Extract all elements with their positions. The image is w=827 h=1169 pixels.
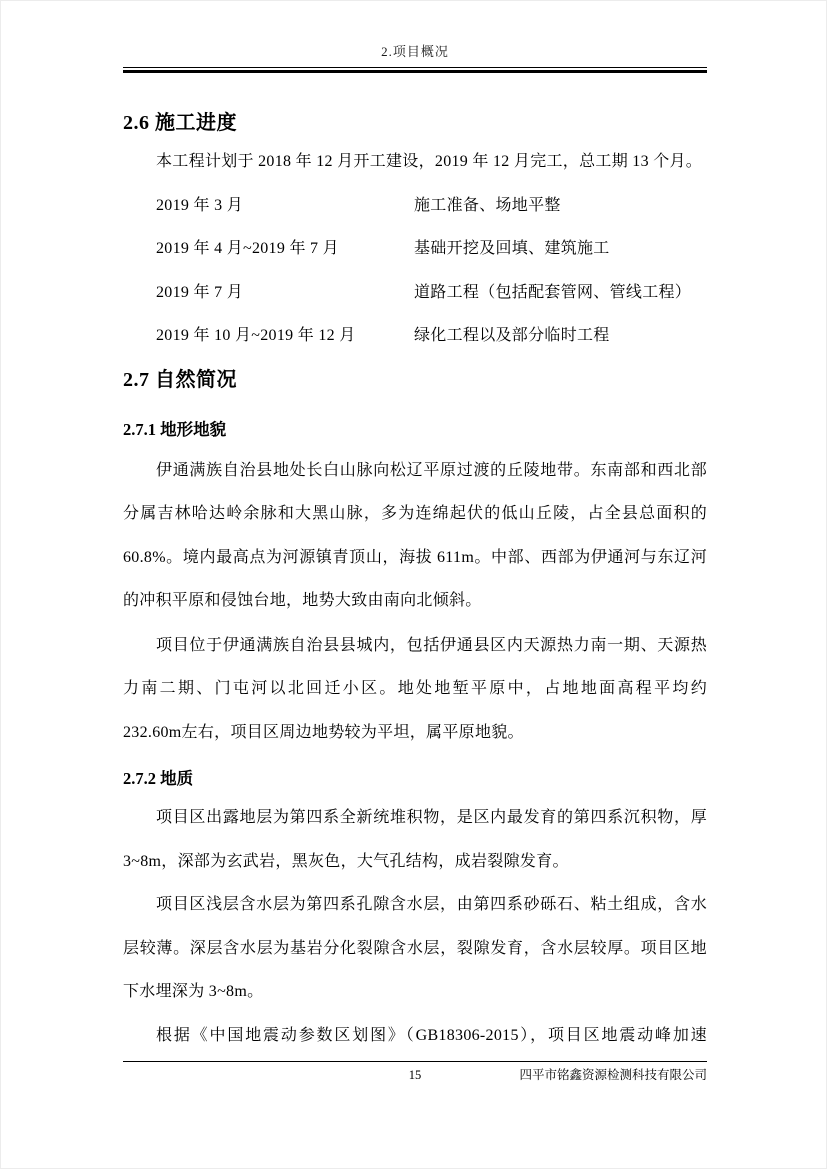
schedule-task: 道路工程（包括配套管网、管线工程） [414, 283, 692, 301]
terrain-paragraph-1: 伊通满族自治县地处长白山脉向松辽平原过渡的丘陵地带。东南部和西北部分属吉林哈达岭余脉和大黑山脉，多为连绵起伏的低山丘陵，占全县总面积的60.8%。境内最高点为河源镇青顶山，海拔 611m。中部、西部为伊通河与东辽河的冲积平原和侵蚀台地，地势大致由南向北倾斜。 [123, 461, 707, 609]
running-footer [123, 1061, 707, 1083]
schedule-row [123, 271, 707, 315]
construction-schedule-intro: 本工程计划于 2018 年 12 月开工建设，2019 年 12 月完工，总工期 13 个月。 [156, 153, 703, 170]
header-rule-thin-line [123, 67, 707, 68]
header-title: 2.项目概况 [381, 44, 449, 59]
page-number: 15 [408, 1068, 422, 1082]
construction-schedule-list [123, 184, 707, 358]
schedule-period: 2019 年 10 月~2019 年 12 月 [156, 327, 356, 344]
page-content [123, 0, 707, 1057]
schedule-task: 绿化工程以及部分临时工程 [414, 327, 610, 344]
schedule-period: 2019 年 4 月~2019 年 7 月 [156, 240, 339, 257]
geology-paragraph-3-truncated: 根据《中国地震动参数区划图》（GB18306-2015），项目区地震动峰加速 [156, 1026, 707, 1044]
subsection-heading-2-7-1: 2.7.1 地形地貌 [123, 419, 227, 439]
header-rule [123, 67, 707, 73]
schedule-task: 施工准备、场地平整 [414, 196, 561, 214]
schedule-period: 2019 年 3 月 [156, 196, 243, 214]
running-header [123, 0, 707, 60]
schedule-row [123, 184, 707, 228]
schedule-task: 基础开挖及回填、建筑施工 [414, 240, 610, 257]
section-heading-2-6: 2.6 施工进度 [123, 112, 237, 134]
schedule-period: 2019 年 7 月 [156, 283, 243, 301]
footer-company-name: 四平市铭鑫资源检测科技有限公司 [519, 1068, 707, 1082]
header-rule-thick-line [123, 70, 707, 73]
section-heading-2-7: 2.7 自然简况 [123, 368, 237, 391]
geology-paragraph-2: 项目区浅层含水层为第四系孔隙含水层，由第四系砂砾石、粘土组成，含水层较薄。深层含水层为基岩分化裂隙含水层，裂隙发育，含水层较厚。项目区地下水埋深为 3~8m。 [123, 896, 707, 1000]
terrain-paragraph-2: 项目位于伊通满族自治县县城内，包括伊通县区内天源热力南一期、天源热力南二期、门屯河以北回迁小区。地处地堑平原中，占地地面高程平均约 232.60m左右，项目区周边地势较为平坦，属平原地貌。 [123, 636, 707, 741]
schedule-row [123, 227, 707, 271]
geology-paragraph-1: 项目区出露地层为第四系全新统堆积物，是区内最发育的第四系沉积物，厚3~8m，深部为玄武岩，黑灰色，大气孔结构，成岩裂隙发育。 [123, 809, 707, 870]
schedule-row [123, 314, 707, 358]
subsection-heading-2-7-2: 2.7.2 地质 [123, 769, 194, 788]
